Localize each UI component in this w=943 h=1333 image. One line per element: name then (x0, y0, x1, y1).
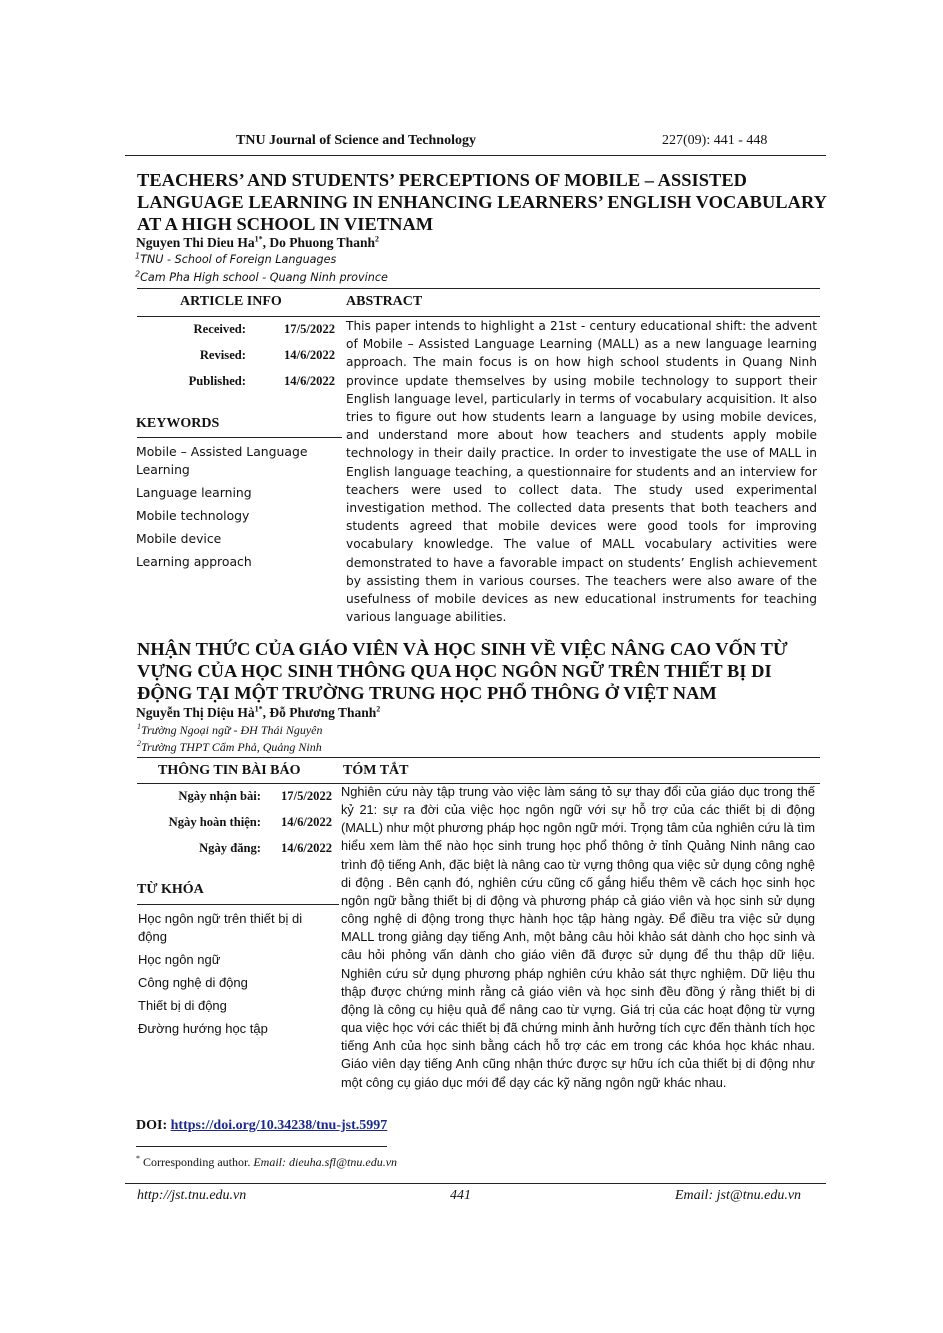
vietnamese-affiliation-1 (137, 723, 323, 738)
affil-text: Trường Ngoại ngữ - ĐH Thái Nguyên (141, 723, 323, 737)
journal-name: TNU Journal of Science and Technology (236, 133, 476, 148)
vietnamese-authors: Nguyễn Thị Diệu $Hà^{1*}$, Đỗ Phương Thanh$^2$ (136, 704, 381, 720)
footnote-email-label: Email: (253, 1155, 286, 1169)
vn-revised-date: 14/6/2022 (281, 815, 333, 829)
english-affiliation-2 (135, 271, 388, 284)
vietnamese-abstract: Nghiên cứu này tập trung vào việc làm sáng tỏ sự thay đổi của giáo dục trong thế kỷ 21: sự ra đời của việc học ngôn ngữ với sự hỗ trợ của các thiết bị di động (MALL) như một phương pháp học ngôn ngữ mới. Trọng tâm của nghiên cứu là tìm hiểu xem làm thế nào học sinh trung học phổ thông ở tỉnh Quảng Ninh nâng cao trình độ tiếng Anh, đặc biệt là nâng cao từ vựng thông qua việc sử dụng công nghệ di động . Bên cạnh đó, nghiên cứu cũng cố gắng hiểu thêm về cách học sinh học ngôn ngữ bằng thiết bị di động và phương pháp cả giáo viên và học sinh sử dụng công nghệ di động trong thực hành học tập hàng ngày. Để điều tra việc sử dụng MALL trong giảng dạy tiếng Anh, một bảng câu hỏi khảo sát dành cho học sinh và câu hỏi phỏng vấn dành cho giáo viên đã được sử dụng để thu thập dữ liệu. Nghiên cứu sử dụng phương pháp nghiên cứu khảo sát thực nghiệm. Dữ liệu thu thập được chứng minh rằng cả giáo viên và học sinh đều đồng ý rằng thiết bị di động là công cụ hiệu quả để nâng cao từ vựng. Giá trị của các hoạt động từ vựng qua việc học với các thiết bị đã chứng minh ảnh hưởng tích cực đến thành tích học tiếng Anh của học sinh bằng cách hỗ trợ các em trong các khóa học khác nhau. Giáo viên dạy tiếng Anh cũng nhận thức được sự hữu ích của thiết bị di động như một công cụ giáo dục mới để dạy các kỹ năng ngôn ngữ khác nhau. (341, 784, 815, 1090)
vn-keyword: Học ngôn ngữ (138, 952, 221, 967)
english-title (137, 169, 827, 235)
keywords-heading: KEYWORDS (136, 416, 220, 431)
received-label: Received: (193, 322, 246, 336)
english-authors: Nguyen Thi Dieu $Ha^{1*}$, Do Phuong Thanh$^2$ (136, 234, 379, 250)
author-name: Nguyễn Thị Diệu Hà (136, 705, 255, 720)
affil-sup: 1 (135, 251, 141, 261)
affil-text: Trường THPT Cẩm Phả, Quảng Ninh (141, 740, 322, 754)
doi-label: DOI: (136, 1118, 168, 1133)
author-sup: 2 (376, 704, 381, 714)
author-name: Nguyen Thi Dieu Ha (136, 235, 255, 250)
volume-pages: 227(09): 441 - 448 (662, 133, 768, 148)
footer-email: Email: jst@tnu.edu.vn (675, 1188, 802, 1203)
vietnamese-affiliation-2 (137, 740, 322, 755)
english-title-line: TEACHERS’ AND STUDENTS’ PERCEPTIONS OF MOBILE – ASSISTED (137, 170, 747, 190)
vietnamese-title-line: VỰNG CỦA HỌC SINH THÔNG QUA HỌC NGÔN NGỮ TRÊN THIẾT BỊ DI (137, 661, 772, 681)
footnote-marker: * (136, 1154, 140, 1163)
vn-received-date: 17/5/2022 (281, 789, 333, 803)
author-sup: 2 (374, 234, 379, 244)
vn-received-label: Ngày nhận bài: (178, 789, 261, 803)
english-abstract: This paper intends to highlight a 21st - century educational shift: the advent of Mobile – Assisted Language Learning (MALL) as a new language learning approach. The main focus is on how high school students in Quang Ninh province update themselves by using mobile technology to support their English language level, particularly in terms of vocabulary acquisition. It also tries to figure out how students learn a language by using mobile devices, and understand more about how teachers and students apply mobile technology in their daily practice. In order to investigate the use of MALL in English language teaching, a questionnaire for students and an interview for teachers were used to collect data. The study used experimental investigation method. The collected data presents that both teachers and students agreed that mobile devices were good tools for improving vocabulary knowledge. The value of MALL vocabulary activities were demonstrated to have a favorable impact on students’ English achievement by assisting them in various courses. The teachers were also aware of the usefulness of mobile devices as new educational instruments for teaching various language abilities. (346, 319, 817, 625)
author-sup: 1* (254, 234, 263, 244)
footer-rule (125, 1183, 826, 1184)
vn-published-label: Ngày đăng: (199, 841, 261, 855)
vn-revised-label: Ngày hoàn thiện: (168, 815, 261, 829)
vietnamese-title-line: ĐỘNG TẠI MỘT TRƯỜNG TRUNG HỌC PHỔ THÔNG Ở VIỆT NAM (137, 683, 717, 703)
doi (136, 1118, 387, 1134)
revised-date: 14/6/2022 (284, 348, 336, 362)
footer-url: http://jst.tnu.edu.vn (137, 1188, 247, 1203)
keyword: Learning approach (136, 554, 252, 569)
abstract-heading: ABSTRACT (346, 294, 423, 309)
affil-sup: 1 (137, 722, 141, 731)
received-date: 17/5/2022 (284, 322, 336, 336)
affil-text: TNU - School of Foreign Languages (140, 253, 337, 266)
vn-keywords-rule (137, 904, 339, 905)
author-name: Do Phuong Thanh (269, 235, 375, 250)
affil-sup: 2 (135, 269, 141, 279)
vn-keyword: Đường hướng học tập (138, 1021, 268, 1036)
english-title-line: AT A HIGH SCHOOL IN VIETNAM (137, 214, 434, 234)
article-info-heading: ARTICLE INFO (180, 294, 282, 309)
footnote-rule (136, 1146, 387, 1147)
vn-keywords-heading: TỪ KHÓA (137, 882, 204, 897)
vn-published-date: 14/6/2022 (281, 841, 333, 855)
keyword: Language learning (136, 485, 252, 500)
vn-info-top-rule (137, 757, 820, 758)
vn-info-heading: THÔNG TIN BÀI BÁO (158, 763, 301, 778)
vn-keyword: Thiết bị di động (138, 998, 227, 1013)
keyword: Mobile technology (136, 508, 250, 523)
doi-link[interactable]: https://doi.org/10.34238/tnu-jst.5997 (170, 1118, 388, 1133)
author-name: Đỗ Phương Thanh (269, 705, 377, 720)
vn-keyword: Công nghệ di động (138, 975, 248, 990)
header-rule (125, 155, 826, 156)
footnote (136, 1155, 397, 1170)
published-label: Published: (188, 374, 246, 388)
vn-keyword: Học ngôn ngữ trên thiết bị di động (138, 911, 303, 944)
author-sup: 1* (254, 704, 263, 714)
english-affiliation-1 (135, 253, 336, 266)
affil-sup: 2 (137, 739, 141, 748)
footnote-email: dieuha.sfl@tnu.edu.vn (289, 1155, 398, 1169)
vn-abstract-heading: TÓM TẮT (343, 763, 409, 778)
keyword: Mobile – Assisted Language Learning (136, 444, 308, 477)
info-top-rule (137, 288, 820, 289)
vietnamese-title-line: NHẬN THỨC CỦA GIÁO VIÊN VÀ HỌC SINH VỀ VIỆC NÂNG CAO VỐN TỪ (137, 639, 788, 659)
keyword: Mobile device (136, 531, 222, 546)
footer-page-number: 441 (450, 1188, 471, 1203)
affil-text: Cam Pha High school - Quang Ninh province (140, 271, 388, 284)
keywords-rule (137, 437, 342, 438)
footnote-prefix: Corresponding author. (143, 1155, 251, 1169)
english-title-line: LANGUAGE LEARNING IN ENHANCING LEARNERS’ ENGLISH VOCABULARY (137, 192, 827, 212)
revised-label: Revised: (199, 348, 246, 362)
vietnamese-title (137, 638, 827, 704)
published-date: 14/6/2022 (284, 374, 336, 388)
